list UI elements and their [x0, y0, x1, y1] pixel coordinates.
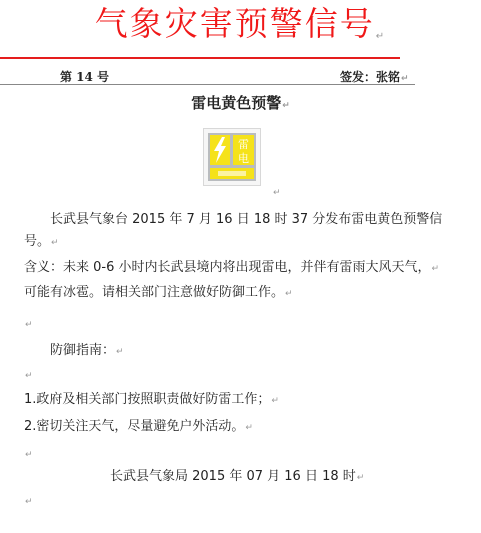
guide-title — [50, 341, 124, 362]
guide-item — [24, 390, 279, 411]
paragraph-mark: ↵ — [401, 74, 409, 84]
paragraph-mark: ↵ — [25, 320, 33, 330]
empty-paragraph — [24, 365, 33, 386]
empty-paragraph — [24, 444, 33, 465]
signer-text: 签发：张铭 — [340, 70, 401, 84]
empty-paragraph — [24, 314, 33, 335]
signal-caption-strip — [218, 171, 246, 176]
guide-item — [24, 417, 253, 438]
issuer-footer — [110, 467, 364, 488]
paragraph-mark: ↵ — [273, 188, 281, 198]
notice-text-line-2: 号。 — [24, 234, 51, 249]
page-title — [0, 4, 481, 53]
issuer-footer-text: 长武县气象局 2015 年 07 月 16 日 18 时 — [110, 469, 356, 484]
notice-text-line-1: 长武县气象台 2015 年 7 月 16 日 18 时 37 分发布雷电黄色预警信 — [50, 212, 443, 227]
signal-char-bottom: 电 — [238, 152, 249, 165]
paragraph-mark: ↵ — [271, 396, 279, 406]
paragraph-mark: ↵ — [25, 497, 33, 507]
thunder-yellow-signal-graphic — [204, 129, 260, 185]
paragraph-mark: ↵ — [25, 450, 33, 460]
paragraph-mark: ↵ — [25, 371, 33, 381]
paragraph-mark: ↵ — [285, 289, 293, 299]
alert-title-text: 雷电黄色预警 — [191, 94, 282, 112]
notice-paragraph — [50, 210, 442, 230]
issue-number: 第 14 号 — [60, 70, 110, 84]
paragraph-mark: ↵ — [375, 31, 387, 42]
signer — [340, 68, 409, 85]
meaning-paragraph-cont — [24, 283, 293, 304]
guide-item-text: 2.密切关注天气，尽量避免户外活动。 — [24, 419, 245, 434]
guide-title-text: 防御指南： — [50, 343, 116, 358]
empty-paragraph — [24, 491, 33, 512]
thunder-yellow-signal-icon — [203, 128, 261, 186]
meaning-text-line-2: 可能有冰雹。请相关部门注意做好防御工作。 — [24, 285, 285, 300]
paragraph-mark: ↵ — [116, 347, 124, 357]
signal-char-top: 雷 — [238, 138, 249, 151]
paragraph-mark: ↵ — [245, 423, 253, 433]
meaning-paragraph — [24, 258, 439, 279]
paragraph-mark: ↵ — [356, 473, 365, 483]
header-red-divider — [0, 57, 400, 59]
meaning-text-line-1: 含义：未来 0-6 小时内长武县境内将出现雷电，并伴有雷雨大风天气， — [24, 260, 431, 275]
notice-paragraph-cont — [24, 232, 59, 253]
alert-title — [0, 92, 481, 113]
header-gray-divider — [0, 84, 415, 85]
header-title-text: 气象灾害预警信号 — [94, 4, 375, 43]
paragraph-mark: ↵ — [431, 264, 440, 274]
paragraph-mark: ↵ — [51, 238, 59, 248]
paragraph-mark: ↵ — [282, 101, 290, 111]
guide-item-text: 1.政府及相关部门按照职责做好防雷工作； — [24, 392, 271, 407]
